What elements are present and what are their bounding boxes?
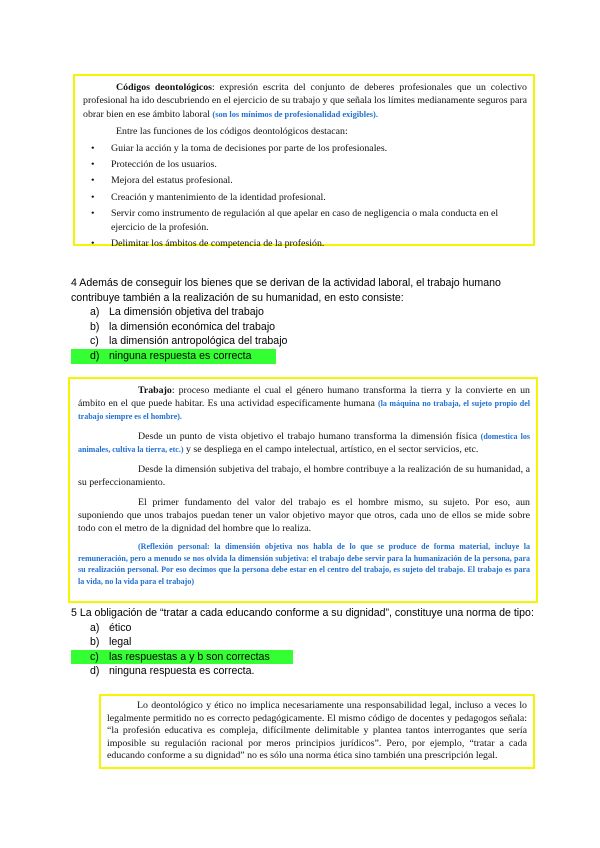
question-stem: 5 La obligación de “tratar a cada educando conforme a su dignidad”, constituye una norma de tipo: [71,607,534,619]
functions-intro: Entre las funciones de los códigos deontológicos destacan: [116,126,348,138]
list-item: • Servir como instrumento de regulación al que apelar en caso de negligencia o mala conducta en el ejercicio de la profesión. [91,208,499,233]
bullet-icon: • [91,208,95,220]
list-item: • Guiar la acción y la toma de decisiones por parte de los profesionales. [91,142,388,154]
option-c[interactable]: c) la dimensión antropológica del trabajo [90,335,288,348]
answer-options [71,621,536,679]
trabajo-term: Trabajo [138,385,172,396]
trabajo-paragraph-1: Trabajo: proceso mediante el cual el género humano transforma la tierra y la convierte en un ámbito en el que puede habitar. Es una actividad específicamente humana (la máquina no trabaja, el sujeto propio del trabajo siempre es el hombre). [78,385,530,421]
option-a[interactable]: a) ético [90,621,132,634]
question-5 [71,606,536,679]
option-d[interactable]: d) ninguna respuesta es correcta [71,349,536,364]
bullet-icon: • [91,238,95,250]
trabajo-note-2: (domestica los animales, cultiva la tierra, etc.) [78,432,530,454]
definition-text: : expresión escrita del conjunto de deberes profesionales que un colectivo profesional ha ido descubriendo en el ejercicio de su trabajo y que señala los límites medianamente seguros para obrar bien en ese ámbito laboral [83,82,527,120]
bullet-icon: • [91,142,95,154]
definition-term: Códigos deontológicos [116,82,212,93]
question-4 [71,276,536,364]
list-item: • Delimitar los ámbitos de competencia de la profesión. [91,238,325,250]
definition-paragraph [83,81,527,121]
definition-box-codigos [73,74,535,250]
trabajo-paragraph-2: Desde un punto de vista objetivo el trabajo humano transforma la dimensión física (domestica los animales, cultiva la tierra, etc.) y se despliega en el campo intelectual, artístico, en el sector servicios, etc. [78,431,530,455]
bullet-icon: • [91,191,95,203]
bullet-icon: • [91,175,95,187]
bullet-icon: • [91,159,95,171]
functions-list [83,142,527,251]
list-item: • Creación y mantenimiento de la identidad profesional. [91,191,326,203]
explanation-text: Lo deontológico y ético no implica necesariamente una responsabilidad legal, incluso a veces lo legalmente permitido no es correcto pedagógicamente. El mismo código de docentes y pedagogos señala: “la profesión educativa es compleja, difícilmente delimitable y plantea tantos interrogantes que sería imposible su regulación racional por meros principios jurídicos”. Pero, por ejemplo, “tratar a cada educando conforme a su dignidad” no es sólo una norma ética sino también una prescripción legal. [107,700,527,762]
list-item: • Mejora del estatus profesional. [91,175,233,187]
reflexion-personal: (Reflexión personal: la dimensión objetiva nos habla de lo que se produce de forma material, incluye la remuneración, pero a menudo se nos olvida la dimensión subjetiva: el trabajo debe servir para la humanización de la persona, para su realización personal. Por eso decimos que la persona debe estar en el centro del trabajo, es sujeto del trabajo. El trabajo es para la vida, no la vida para el trabajo) [78,542,530,586]
list-item: • Protección de los usuarios. [91,159,217,171]
option-b[interactable]: b) legal [90,636,132,649]
option-a[interactable]: a) La dimensión objetiva del trabajo [90,306,264,319]
trabajo-paragraph-3: Desde la dimensión subjetiva del trabajo, el hombre contribuye a la realización de su humanidad, a su perfeccionamiento. [78,464,530,488]
explanation-box [99,694,535,769]
question-stem: 4 Además de conseguir los bienes que se derivan de la actividad laboral, el trabajo humano contribuye también a la realización de su humanidad, en esto consiste: [71,277,501,304]
option-c[interactable]: c) las respuestas a y b son correctas [71,650,536,665]
option-b[interactable]: b) la dimensión económica del trabajo [90,320,276,333]
trabajo-paragraph-4: El primer fundamento del valor del trabajo es el hombre mismo, su sujeto. Por eso, aun suponiendo que unos trabajos puedan tener un valor objetivo mayor que otros, cada uno de ellos se mide sobre todo con el metro de la dignidad del hombre que lo realiza. [78,497,530,534]
definition-note: (son los mínimos de profesionalidad exigibles). [212,109,378,119]
answer-options [71,305,536,363]
trabajo-note-1: (la máquina no trabaja, el sujeto propio del trabajo siempre es el hombre). [78,399,530,421]
definition-box-trabajo [68,377,538,603]
option-d[interactable]: d) ninguna respuesta es correcta. [90,665,255,678]
